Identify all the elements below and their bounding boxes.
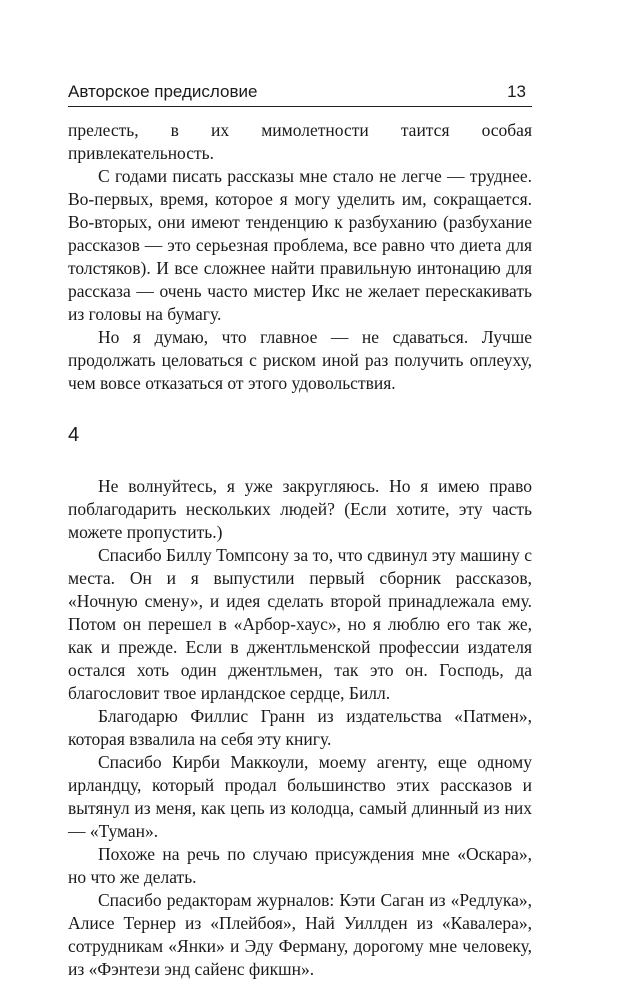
- chapter-title: Авторское предисловие: [68, 82, 258, 101]
- body-text: [68, 119, 532, 981]
- paragraph: С годами писать рассказы мне стало не легче — труднее. Во-первых, время, которое я могу уделить им, сокращается. Во-вторых, они имеют тенденцию к разбуханию (разбухание рассказов — это серьезная проблема, все равно что диета для толстяков). И все сложнее найти правильную интонацию для рассказа — очень часто мистер Икс не желает перескакивать из головы на бумагу.: [68, 166, 532, 324]
- paragraph: Похоже на речь по случаю присуждения мне «Оскара», но что же делать.: [68, 844, 532, 887]
- paragraph: Спасибо редакторам журналов: Кэти Саган из «Редлука», Алисе Тернер из «Плейбоя», Най Уиллден из «Кавалера», сотрудникам «Янки» и Эду Ферману, дорогому мне человеку, из «Фэнтези энд сайенс фикшн».: [68, 890, 532, 979]
- paragraph: Спасибо Кирби Маккоули, моему агенту, еще одному ирландцу, который продал большинство этих рассказов и вытянул из меня, как цепь из колодца, самый длинный из них — «Туман».: [68, 752, 532, 841]
- paragraph: прелесть, в их мимолетности таится особая привлекательность.: [68, 120, 532, 163]
- paragraph: Благодарю Филлис Гранн из издательства «Патмен», которая взвалила на себя эту книгу.: [68, 706, 532, 749]
- page-number: 13: [507, 82, 526, 101]
- paragraph: Но я думаю, что главное — не сдаваться. Лучше продолжать целоваться с риском иной раз получить оплеуху, чем вовсе отказаться от этого удовольствия.: [68, 327, 532, 393]
- paragraph: Спасибо Биллу Томпсону за то, что сдвинул эту машину с места. Он и я выпустили первый сборник рассказов, «Ночную смену», и идея сделать второй принадлежала ему. Потом он перешел в «Арбор-хаус», но я люблю его так же, как и прежде. Если в джентльменской профессии издателя остался хоть один джентльмен, так это он. Господь, да благословит твое ирландское сердце, Билл.: [68, 545, 532, 703]
- running-header: [68, 80, 532, 107]
- paragraph: Не волнуйтесь, я уже закругляюсь. Но я имею право поблагодарить нескольких людей? (Если хотите, эту часть можете пропустить.): [68, 476, 532, 542]
- section-number: 4: [68, 424, 80, 446]
